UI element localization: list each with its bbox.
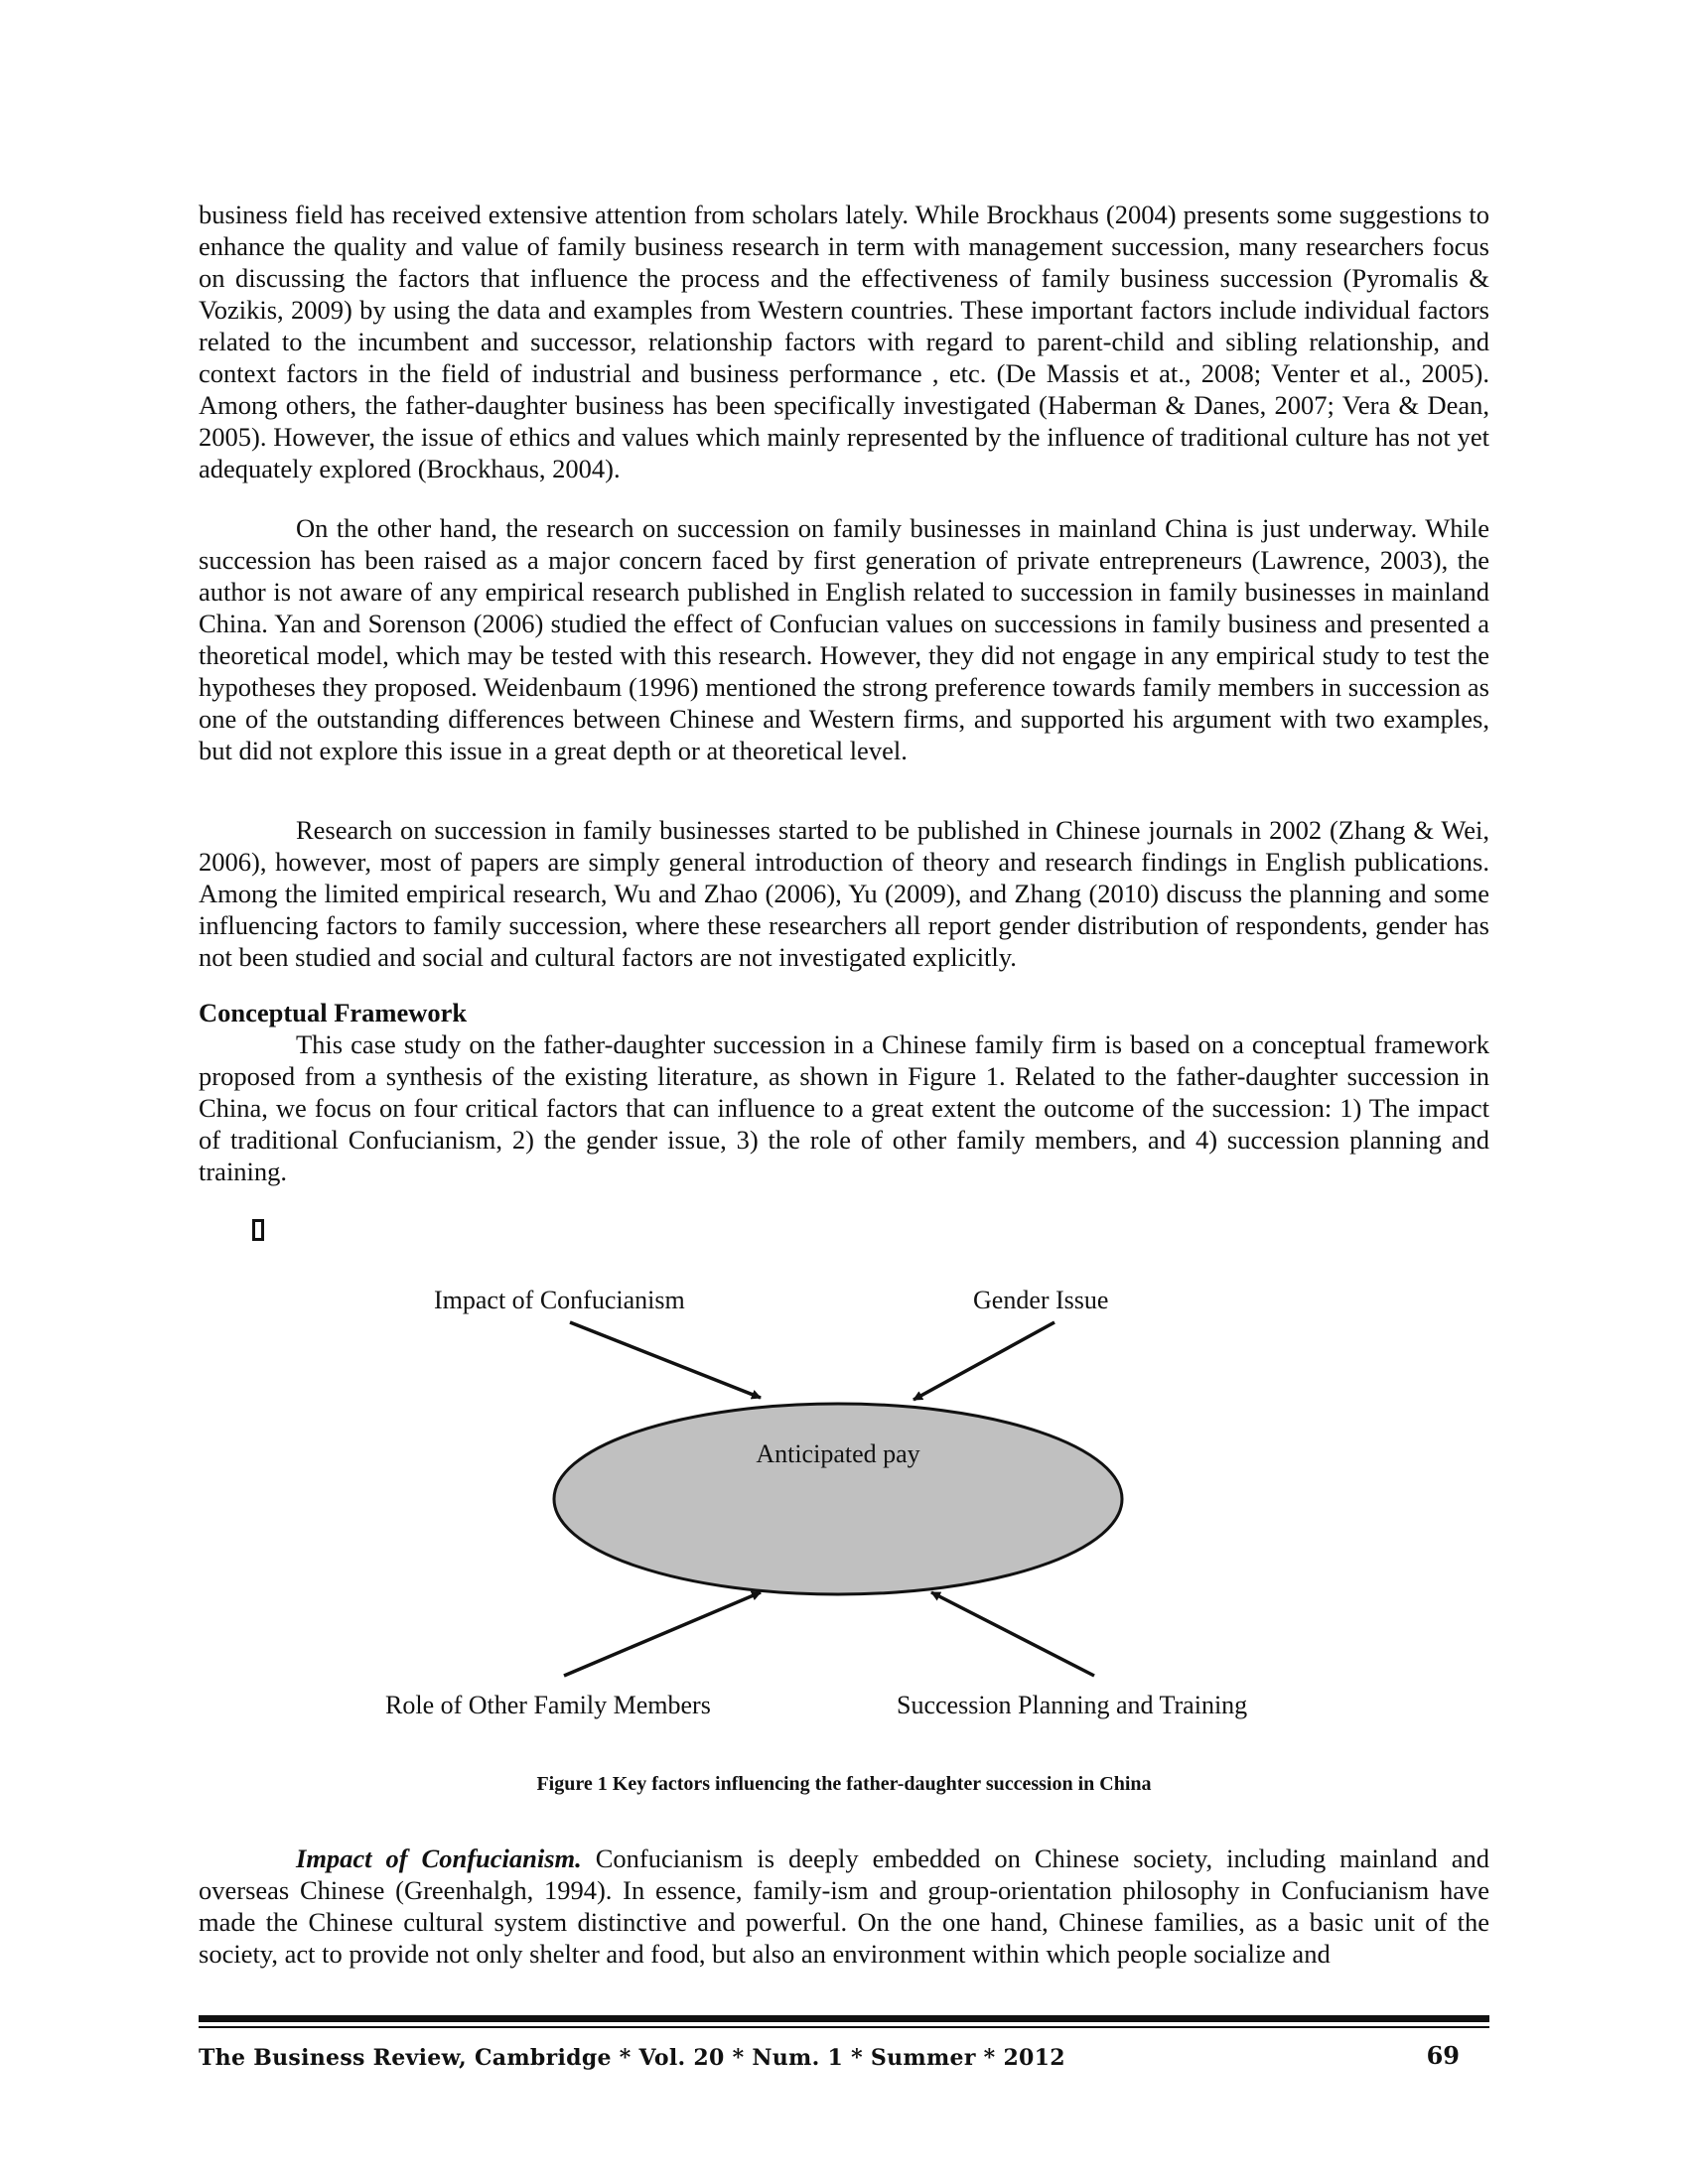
arrow-gender — [914, 1322, 1055, 1400]
body-paragraph-3: Research on succession in family businesses started to be published in Chinese journals in 2002 (Zhang & Wei, 2006), however, most of papers are simply general introduction of theory and research findings in English publications. Among the limited empirical research, Wu and Zhao (2006), Yu (2009), and Zhang (2010) discuss the planning and some influencing factors to family succession, where these researchers all report gender distribution of respondents, gender has not been studied and social and cultural factors are not investigated explicitly. — [199, 815, 1489, 972]
body-paragraph-4: This case study on the father-daughter succession in a Chinese family firm is based on a conceptual framework proposed from a synthesis of the existing literature, as shown in Figure 1. Related to the father-daughter succession in China, we focus on four critical factors that can influence to a great extent the outcome of the succession: 1) The impact of traditional Confucianism, 2) the gender issue, 3) the role of other family members, and 4) succession planning and training. — [199, 1029, 1489, 1186]
figure-caption: Figure 1 Key factors influencing the father-daughter succession in China — [536, 1773, 1152, 1795]
body-paragraph-5 — [199, 1843, 1489, 1970]
label-gender-issue: Gender Issue — [973, 1286, 1109, 1314]
footer-rule-thick — [199, 2015, 1489, 2022]
arrow-succession-planning — [931, 1592, 1094, 1676]
label-succession-planning-and-training: Succession Planning and Training — [897, 1691, 1248, 1719]
footer-rule-thin — [199, 2026, 1489, 2028]
section-heading: Conceptual Framework — [199, 998, 468, 1027]
arrow-confucianism — [570, 1322, 761, 1398]
conceptual-framework-figure — [0, 1261, 1688, 1757]
arrow-family-members — [564, 1592, 761, 1676]
label-role-of-other-family-members: Role of Other Family Members — [385, 1691, 711, 1719]
paragraph-5-text: Confucianism is deeply embedded on Chinese society, including mainland and overseas Chinese (Greenhalgh, 1994). In essence, family-ism and group-orientation philosophy in Confucianism have made the Chinese cultural system distinctive and powerful. On the one hand, Chinese families, as a basic unit of the society, act to provide not only shelter and food, but also an environment within which people socialize and — [199, 1843, 1489, 1969]
footer-journal-info: The Business Review, Cambridge * Vol. 20 * Num. 1 * Summer * 2012 — [199, 2045, 1065, 2071]
page-number: 69 — [1426, 2041, 1460, 2070]
label-impact-of-confucianism: Impact of Confucianism — [434, 1286, 685, 1314]
paragraph-lead-heading: Impact of Confucianism. — [296, 1843, 582, 1873]
missing-glyph-icon — [252, 1219, 264, 1241]
body-paragraph-1: business field has received extensive attention from scholars lately. While Brockhaus (2004) presents some suggestions to enhance the quality and value of family business research in term with management succession, many researchers focus on discussing the factors that influence the process and the effectiveness of family business succession (Pyromalis & Vozikis, 2009) by using the data and examples from Western countries. These important factors include individual factors related to the incumbent and successor, relationship factors with regard to parent-child and sibling relationship, and context factors in the field of industrial and business performance , etc. (De Massis et at., 2008; Venter et al., 2005). Among others, the father-daughter business has been specifically investigated (Haberman & Danes, 2007; Vera & Dean, 2005). However, the issue of ethics and values which mainly represented by the influence of traditional culture has not yet adequately explored (Brockhaus, 2004). — [199, 200, 1489, 483]
center-label: Anticipated pay — [756, 1439, 920, 1468]
center-ellipse — [554, 1404, 1122, 1594]
body-paragraph-2: On the other hand, the research on succession on family businesses in mainland China is just underway. While succession has been raised as a major concern faced by first generation of private entrepreneurs (Lawrence, 2003), the author is not aware of any empirical research published in English related to succession in family businesses in mainland China. Yan and Sorenson (2006) studied the effect of Confucian values on successions in family business and presented a theoretical model, which may be tested with this research. However, they did not engage in any empirical study to test the hypotheses they proposed. Weidenbaum (1996) mentioned the strong preference towards family members in succession as one of the outstanding differences between Chinese and Western firms, and supported his argument with two examples, but did not explore this issue in a great depth or at theoretical level. — [199, 513, 1489, 765]
